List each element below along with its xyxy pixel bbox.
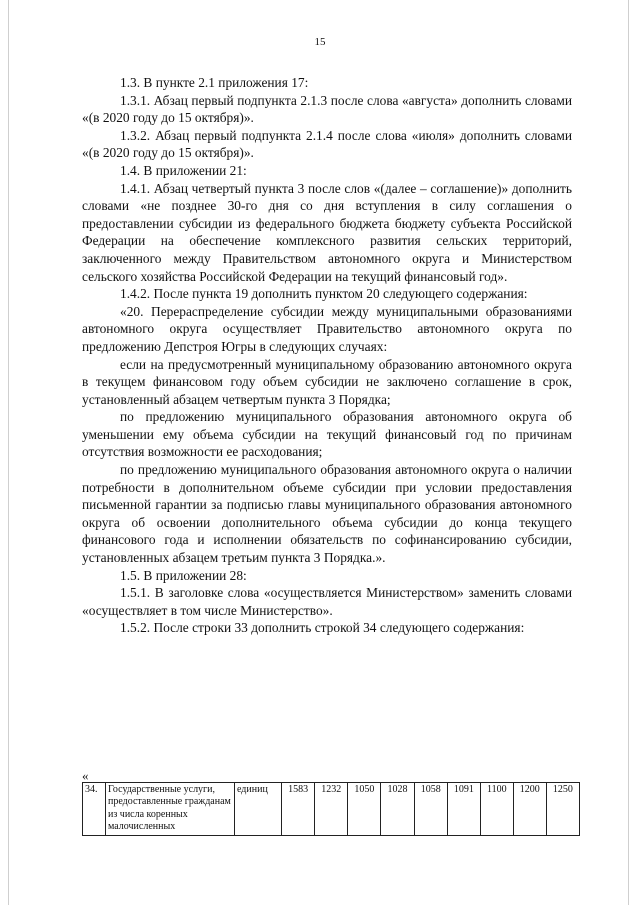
paragraph: по предложению муниципального образования автономного округа о наличии потребности в дополнительном объеме субсидии при условии предоставления письменной гарантии за подписью главы муниципального образования автономного округа об освоении дополнительного объема субсидии до конца текущего финансового года и исполнении обязательств по софинансированию субсидии, установленных абзацем третьим пункта 3 Порядка.». bbox=[82, 462, 572, 566]
paragraph: 1.5. В приложении 28: bbox=[120, 567, 247, 583]
table-row bbox=[83, 783, 580, 836]
paragraph: 1.4.2. После пункта 19 дополнить пунктом 20 следующего содержания: bbox=[120, 286, 528, 302]
paragraph: 1.4.1. Абзац четвертый пункта 3 после слов «(далее – соглашение)» дополнить словами «не позднее 30-го дня со дня вступления в силу соглашения о предоставлении субсидии из федерального бюджета бюджету субъекта Российской Федерации на обеспечение комплексного развития сельских территорий, заключенного между Правительством автономного округа и Министерством сельского хозяйства Российской Федерации на текущий финансовый год». bbox=[82, 180, 572, 284]
value-cell: 1028 bbox=[381, 783, 414, 836]
page-number: 15 bbox=[314, 36, 326, 48]
value-cell: 1058 bbox=[414, 783, 447, 836]
row-name-cell: Государственные услуги, предоставленные гражданам из числа коренных малочисленных bbox=[106, 783, 235, 836]
opening-quote: « bbox=[82, 768, 89, 783]
paragraph: 1.3.1. Абзац первый подпункта 2.1.3 после слова «августа» дополнить словами «(в 2020 году до 15 октября)». bbox=[82, 92, 572, 126]
unit-cell: единиц bbox=[235, 783, 282, 836]
value-cell: 1050 bbox=[348, 783, 381, 836]
paragraph: 1.3. В пункте 2.1 приложения 17: bbox=[120, 75, 309, 90]
paragraph: «20. Перераспределение субсидии между муниципальными образованиями автономного округа осуществляет Правительство автономного округа по предложению Депстроя Югры в следующих случаях: bbox=[82, 303, 572, 354]
value-cell: 1200 bbox=[513, 783, 546, 836]
scan-right-edge bbox=[628, 0, 629, 905]
paragraph: по предложению муниципального образования автономного округа об уменьшении ему объема субсидии на текущий финансовый год по причинам отсутствия возможности ее расходования; bbox=[82, 409, 572, 460]
value-cell: 1583 bbox=[282, 783, 315, 836]
row-number-cell: 34. bbox=[83, 783, 106, 836]
paragraph: 1.3.2. Абзац первый подпункта 2.1.4 после слова «июля» дополнить словами «(в 2020 году до 15 октября)». bbox=[82, 127, 572, 161]
paragraph: 1.4. В приложении 21: bbox=[120, 162, 247, 178]
value-cell: 1250 bbox=[546, 783, 579, 836]
value-cell: 1232 bbox=[315, 783, 348, 836]
document-body bbox=[82, 74, 572, 637]
paragraph: 1.5.1. В заголовке слова «осуществляется Министерством» заменить словами «осуществляет в том числе Министерство». bbox=[82, 585, 572, 618]
paragraph: если на предусмотренный муниципальному образованию автономного округа в текущем финансовом году объем субсидии не заключено соглашение в срок, установленный абзацем четвертым пункта 3 Порядка; bbox=[82, 356, 572, 407]
scan-left-edge bbox=[8, 0, 9, 905]
inserted-row-table bbox=[82, 782, 580, 836]
paragraph: 1.5.2. После строки 33 дополнить строкой 34 следующего содержания: bbox=[120, 620, 525, 636]
value-cell: 1100 bbox=[480, 783, 513, 836]
value-cell: 1091 bbox=[447, 783, 480, 836]
